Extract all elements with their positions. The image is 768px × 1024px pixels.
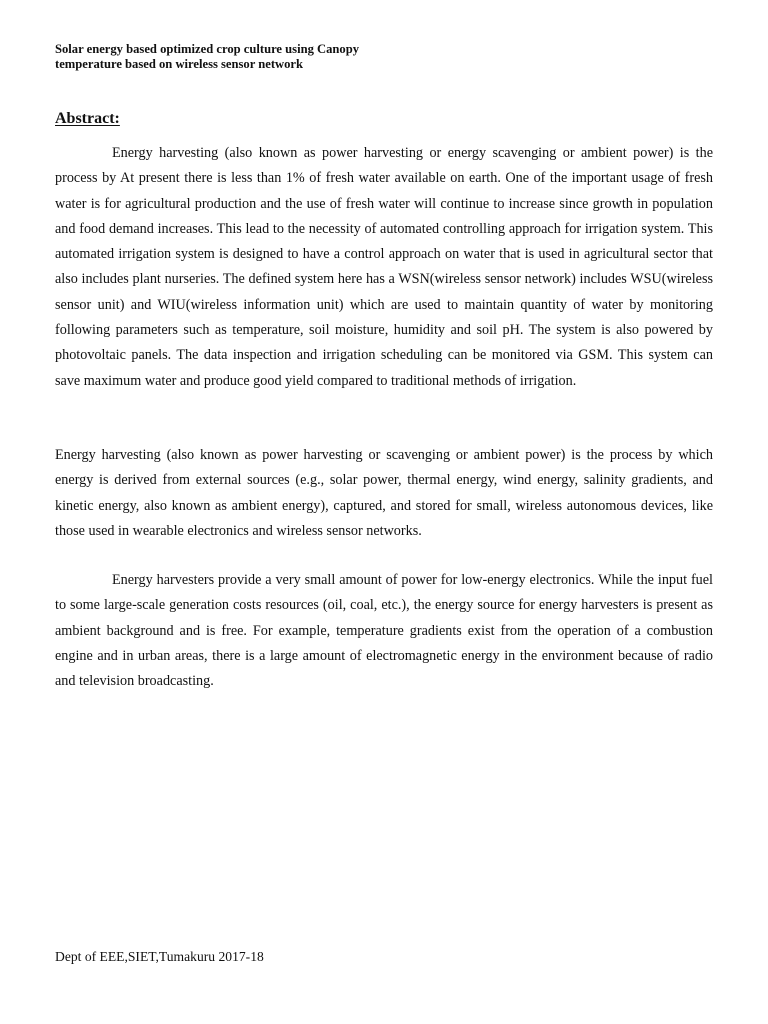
abstract-heading: Abstract: — [55, 110, 120, 127]
document-title-line-1: Solar energy based optimized crop culture using Canopy — [55, 42, 360, 56]
abstract-paragraph-3: Energy harvesters provide a very small amount of power for low-energy electronics. While the input fuel to some large-scale generation costs resources (oil, coal, etc.), the energy source for energy harvesters is present as ambient background and is free. For example, temperature gradients exist from the operation of a combustion engine and in urban areas, there is a large amount of electromagnetic energy in the environment because of radio and television broadcasting. — [55, 572, 713, 690]
document-title — [55, 42, 475, 72]
document-title-line-2: temperature based on wireless sensor network — [55, 57, 304, 71]
page-footer: Dept of EEE,SIET,Tumakuru 2017-18 — [55, 949, 264, 964]
abstract-paragraph-2: Energy harvesting (also known as power harvesting or scavenging or ambient power) is the process by which energy is derived from external sources (e.g., solar power, thermal energy, wind energy, salinity gradients, and kinetic energy, also known as ambient energy), captured, and stored for small, wireless autonomous devices, like those used in wearable electronics and wireless sensor networks. — [55, 447, 713, 539]
abstract-paragraph-1: Energy harvesting (also known as power harvesting or energy scavenging or ambient power) is the process by At present there is less than 1% of fresh water available on earth. One of the important usage of fresh water is for agricultural production and the use of fresh water will continue to increase since growth in population and food demand increases. This lead to the necessity of automated controlling approach for irrigation system. This automated irrigation system is designed to have a control approach on water that is used in agricultural sector that also includes plant nurseries. The defined system here has a WSN(wireless sensor network) includes WSU(wireless sensor unit) and WIU(wireless information unit) which are used to maintain quantity of water by monitoring following parameters such as temperature, soil moisture, humidity and soil pH. The system is also powered by photovoltaic panels. The data inspection and irrigation scheduling can be monitored via GSM. This system can save maximum water and produce good yield compared to traditional methods of irrigation. — [55, 145, 713, 389]
